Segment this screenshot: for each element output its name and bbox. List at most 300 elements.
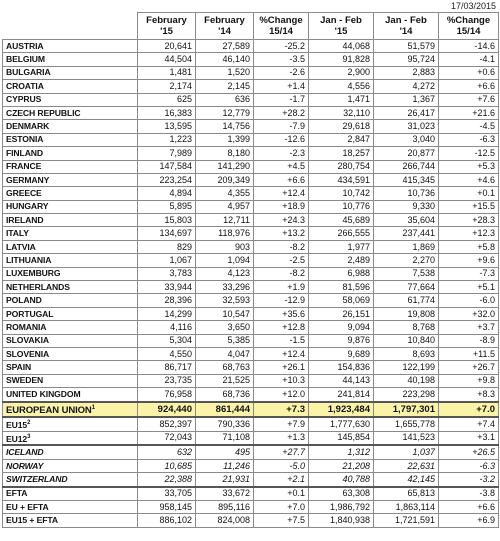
table-cell: 1,094	[196, 254, 254, 267]
table-row	[3, 53, 499, 66]
table-cell: 27,589	[196, 40, 254, 53]
table-cell: 44,068	[309, 40, 374, 53]
table-cell: 625	[138, 93, 196, 106]
row-label	[3, 227, 138, 240]
row-label-text: PORTUGAL	[6, 308, 54, 319]
table-cell: 1,067	[138, 254, 196, 267]
header-line: '15	[160, 26, 173, 37]
table-cell: -8.9	[439, 334, 499, 347]
table-cell: +27.7	[254, 445, 309, 459]
table-cell: 68,763	[196, 361, 254, 374]
table-cell: +5.8	[439, 240, 499, 253]
report-date: 17/03/2015	[450, 1, 496, 11]
table-cell: +7.0	[439, 402, 499, 417]
row-label-text: SPAIN	[6, 362, 32, 373]
table-cell: 280,754	[309, 160, 374, 173]
table-cell: -12.9	[254, 294, 309, 307]
table-cell: +6.6	[439, 80, 499, 93]
table-cell: +7.3	[254, 402, 309, 417]
table-cell: +5.3	[439, 160, 499, 173]
table-cell: 1,399	[196, 133, 254, 146]
header-line: Jan - Feb	[385, 15, 427, 26]
row-label	[3, 214, 138, 227]
table-cell: 2,883	[374, 66, 439, 79]
table-cell: 2,489	[309, 254, 374, 267]
row-label-text: BULGARIA	[6, 67, 51, 78]
table-cell: +7.0	[254, 500, 309, 513]
table-cell: 141,523	[374, 431, 439, 445]
table-cell: 2,847	[309, 133, 374, 146]
table-cell: 145,854	[309, 431, 374, 445]
table-cell: +12.8	[254, 321, 309, 334]
header-change-feb	[254, 13, 309, 40]
table-cell: 4,116	[138, 321, 196, 334]
row-label-text: SWITZERLAND	[6, 473, 68, 484]
row-label	[3, 307, 138, 320]
table-cell: 81,596	[309, 281, 374, 294]
row-label-text: EUROPEAN UNION	[6, 404, 92, 416]
table-cell: -8.2	[254, 240, 309, 253]
table-cell: 71,108	[196, 431, 254, 445]
table-cell: 824,008	[196, 514, 254, 527]
table-cell: 21,525	[196, 374, 254, 387]
table-cell: -12.6	[254, 133, 309, 146]
header-line: %Change	[259, 15, 303, 26]
table-row	[3, 267, 499, 280]
table-row	[3, 214, 499, 227]
table-cell: 32,593	[196, 294, 254, 307]
table-cell: +7.5	[254, 514, 309, 527]
table-row	[3, 294, 499, 307]
row-label-text: AUSTRIA	[6, 40, 44, 51]
table-cell: 1,777,630	[309, 417, 374, 431]
table-cell: 154,836	[309, 361, 374, 374]
table-cell: 86,717	[138, 361, 196, 374]
table-row	[3, 173, 499, 186]
row-label-text: EU12	[6, 433, 28, 444]
table-row	[3, 514, 499, 527]
table-cell: -7.9	[254, 120, 309, 133]
table-cell: 134,697	[138, 227, 196, 240]
registrations-table	[2, 12, 499, 528]
table-cell: +2.1	[254, 473, 309, 487]
table-cell: 45,689	[309, 214, 374, 227]
footnote-marker: 3	[27, 433, 31, 440]
table-cell: 19,808	[374, 307, 439, 320]
row-label	[3, 402, 138, 417]
row-label	[3, 187, 138, 200]
table-row	[3, 321, 499, 334]
table-cell: +10.3	[254, 374, 309, 387]
table-cell: 7,538	[374, 267, 439, 280]
table-cell: 122,199	[374, 361, 439, 374]
row-label-text: BELGIUM	[6, 54, 45, 65]
table-cell: 58,069	[309, 294, 374, 307]
row-label-text: NETHERLANDS	[6, 281, 70, 292]
table-row	[3, 40, 499, 53]
table-cell: +5.1	[439, 281, 499, 294]
table-cell: +21.6	[439, 106, 499, 119]
row-label	[3, 93, 138, 106]
table-cell: 4,556	[309, 80, 374, 93]
table-cell: 29,618	[309, 120, 374, 133]
table-cell: -6.3	[439, 133, 499, 146]
table-cell: 209,349	[196, 173, 254, 186]
table-cell: 18,257	[309, 147, 374, 160]
table-cell: 14,756	[196, 120, 254, 133]
header-line: '14	[218, 26, 231, 37]
table-cell: 11,246	[196, 459, 254, 472]
table-cell: +24.3	[254, 214, 309, 227]
table-cell: 10,736	[374, 187, 439, 200]
table-row	[3, 374, 499, 387]
table-cell: 958,145	[138, 500, 196, 513]
row-label-text: IRELAND	[6, 214, 44, 225]
table-row	[3, 227, 499, 240]
table-cell: 28,396	[138, 294, 196, 307]
table-cell: +4.6	[439, 173, 499, 186]
table-cell: 1,863,114	[374, 500, 439, 513]
row-label	[3, 200, 138, 213]
row-label	[3, 361, 138, 374]
table-cell: 31,023	[374, 120, 439, 133]
table-cell: +1.4	[254, 80, 309, 93]
table-cell: -25.2	[254, 40, 309, 53]
table-cell: 4,957	[196, 200, 254, 213]
table-cell: 241,814	[309, 388, 374, 402]
row-label	[3, 294, 138, 307]
table-cell: 40,198	[374, 374, 439, 387]
table-cell: +26.5	[439, 445, 499, 459]
row-label-text: CZECH REPUBLIC	[6, 107, 81, 118]
table-cell: 829	[138, 240, 196, 253]
table-cell: 21,931	[196, 473, 254, 487]
table-cell: +7.9	[254, 417, 309, 431]
table-cell: +13.2	[254, 227, 309, 240]
row-label	[3, 53, 138, 66]
table-cell: 35,604	[374, 214, 439, 227]
row-label-text: FRANCE	[6, 161, 42, 172]
table-cell: 223,254	[138, 173, 196, 186]
row-label	[3, 40, 138, 53]
table-cell: -3.5	[254, 53, 309, 66]
table-cell: 10,840	[374, 334, 439, 347]
row-label	[3, 240, 138, 253]
table-cell: 1,797,301	[374, 402, 439, 417]
table-cell: +11.5	[439, 347, 499, 360]
header-feb-14	[196, 13, 254, 40]
table-cell: 1,481	[138, 66, 196, 79]
header-line: 15/14	[456, 26, 481, 37]
table-row	[3, 93, 499, 106]
table-row	[3, 160, 499, 173]
table-cell: -6.3	[439, 459, 499, 472]
row-label-text: UNITED KINGDOM	[6, 388, 81, 399]
table-cell: 1,840,938	[309, 514, 374, 527]
table-cell: +6.9	[439, 514, 499, 527]
table-cell: 4,272	[374, 80, 439, 93]
row-label	[3, 459, 138, 472]
table-cell: 1,923,484	[309, 402, 374, 417]
footnote-marker: 1	[91, 404, 95, 411]
header-line: February	[204, 15, 245, 26]
table-row	[3, 445, 499, 459]
row-label-text: GERMANY	[6, 174, 50, 185]
table-cell: 33,705	[138, 487, 196, 501]
table-cell: +12.3	[439, 227, 499, 240]
row-label-text: SWEDEN	[6, 375, 44, 386]
table-cell: 44,504	[138, 53, 196, 66]
table-cell: +35.6	[254, 307, 309, 320]
table-cell: 1,977	[309, 240, 374, 253]
table-cell: +3.7	[439, 321, 499, 334]
table-cell: 15,803	[138, 214, 196, 227]
row-label-text: ICELAND	[6, 447, 44, 458]
row-label	[3, 473, 138, 487]
table-cell: -7.3	[439, 267, 499, 280]
table-cell: 10,547	[196, 307, 254, 320]
table-cell: +28.2	[254, 106, 309, 119]
table-cell: 20,877	[374, 147, 439, 160]
table-cell: 33,944	[138, 281, 196, 294]
header-janfeb-14	[374, 13, 439, 40]
row-label	[3, 281, 138, 294]
table-cell: 495	[196, 445, 254, 459]
footnote-marker: 2	[27, 419, 31, 426]
table-cell: -2.5	[254, 254, 309, 267]
table-cell: 8,693	[374, 347, 439, 360]
table-cell: +7.6	[439, 93, 499, 106]
table-cell: 33,672	[196, 487, 254, 501]
table-cell: -4.5	[439, 120, 499, 133]
row-label-text: EU + EFTA	[6, 501, 49, 512]
row-label	[3, 147, 138, 160]
table-cell: 4,047	[196, 347, 254, 360]
table-cell: 118,976	[196, 227, 254, 240]
table-cell: -8.2	[254, 267, 309, 280]
row-label	[3, 80, 138, 93]
table-cell: 5,895	[138, 200, 196, 213]
row-label	[3, 254, 138, 267]
table-row	[3, 120, 499, 133]
table-cell: 415,345	[374, 173, 439, 186]
table-row	[3, 459, 499, 472]
table-row	[3, 402, 499, 417]
table-cell: -12.5	[439, 147, 499, 160]
row-label	[3, 417, 138, 431]
row-label-text: EU15	[6, 419, 28, 430]
table-row	[3, 431, 499, 445]
table-cell: 10,742	[309, 187, 374, 200]
header-line: 15/14	[269, 26, 293, 37]
table-row	[3, 487, 499, 501]
table-cell: +28.3	[439, 214, 499, 227]
table-cell: +12.4	[254, 187, 309, 200]
table-row	[3, 307, 499, 320]
row-label	[3, 487, 138, 501]
row-label	[3, 66, 138, 79]
table-cell: +12.0	[254, 388, 309, 402]
table-row	[3, 133, 499, 146]
table-cell: +32.0	[439, 307, 499, 320]
table-cell: -4.1	[439, 53, 499, 66]
row-label	[3, 445, 138, 459]
table-cell: 3,650	[196, 321, 254, 334]
table-row	[3, 106, 499, 119]
table-cell: 266,744	[374, 160, 439, 173]
table-cell: 3,783	[138, 267, 196, 280]
table-cell: 9,330	[374, 200, 439, 213]
table-cell: 1,986,792	[309, 500, 374, 513]
table-cell: 33,296	[196, 281, 254, 294]
table-cell: 68,736	[196, 388, 254, 402]
header-line: '15	[334, 26, 348, 37]
table-cell: 10,776	[309, 200, 374, 213]
table-cell: 1,223	[138, 133, 196, 146]
table-cell: -1.5	[254, 334, 309, 347]
row-label-text: POLAND	[6, 295, 42, 306]
table-cell: 12,779	[196, 106, 254, 119]
table-cell: -14.6	[439, 40, 499, 53]
table-cell: 903	[196, 240, 254, 253]
row-label-text: LATVIA	[6, 241, 36, 252]
header-change-janfeb	[439, 13, 499, 40]
table-cell: +6.6	[439, 500, 499, 513]
table-cell: +1.9	[254, 281, 309, 294]
row-label-text: SLOVAKIA	[6, 335, 49, 346]
row-label-text: GREECE	[6, 187, 42, 198]
header-line: February	[146, 15, 187, 26]
table-row	[3, 66, 499, 79]
table-cell: +15.5	[439, 200, 499, 213]
table-cell: 22,631	[374, 459, 439, 472]
table-row	[3, 254, 499, 267]
header-line: '14	[399, 26, 413, 37]
table-row	[3, 80, 499, 93]
table-cell: 9,689	[309, 347, 374, 360]
row-label-text: LITHUANIA	[6, 254, 52, 265]
table-cell: +8.3	[439, 388, 499, 402]
table-cell: -5.0	[254, 459, 309, 472]
table-cell: 61,774	[374, 294, 439, 307]
table-cell: +12.4	[254, 347, 309, 360]
table-cell: 8,768	[374, 321, 439, 334]
table-cell: -1.7	[254, 93, 309, 106]
header-feb-15	[138, 13, 196, 40]
row-label-text: DENMARK	[6, 121, 50, 132]
table-cell: 72,043	[138, 431, 196, 445]
table-cell: 4,355	[196, 187, 254, 200]
table-cell: +0.6	[439, 66, 499, 79]
table-body	[3, 40, 499, 528]
row-label-text: HUNGARY	[6, 201, 49, 212]
row-label	[3, 133, 138, 146]
table-cell: +6.6	[254, 173, 309, 186]
table-cell: +26.7	[439, 361, 499, 374]
table-cell: 636	[196, 93, 254, 106]
table-cell: 2,270	[374, 254, 439, 267]
table-cell: 32,110	[309, 106, 374, 119]
row-label	[3, 160, 138, 173]
table-cell: +0.1	[439, 187, 499, 200]
row-label-text: EFTA	[6, 488, 28, 499]
table-cell: 1,869	[374, 240, 439, 253]
row-label-text: EU15 + EFTA	[6, 515, 58, 526]
table-row	[3, 334, 499, 347]
table-cell: 46,140	[196, 53, 254, 66]
table-cell: 1,655,778	[374, 417, 439, 431]
table-cell: -3.2	[439, 473, 499, 487]
table-cell: 1,721,591	[374, 514, 439, 527]
table-cell: 95,724	[374, 53, 439, 66]
table-cell: 51,579	[374, 40, 439, 53]
table-cell: 1,367	[374, 93, 439, 106]
table-cell: 266,555	[309, 227, 374, 240]
table-row	[3, 388, 499, 402]
row-label-text: CYPRUS	[6, 94, 42, 105]
row-label	[3, 267, 138, 280]
table-cell: 12,711	[196, 214, 254, 227]
table-cell: +26.1	[254, 361, 309, 374]
table-cell: 2,174	[138, 80, 196, 93]
table-cell: 9,094	[309, 321, 374, 334]
table-cell: 434,591	[309, 173, 374, 186]
table-row	[3, 347, 499, 360]
table-cell: +9.8	[439, 374, 499, 387]
table-cell: 895,116	[196, 500, 254, 513]
table-row	[3, 187, 499, 200]
table-cell: 886,102	[138, 514, 196, 527]
table-cell: -2.3	[254, 147, 309, 160]
table-cell: +18.9	[254, 200, 309, 213]
table-cell: 141,290	[196, 160, 254, 173]
table-cell: -6.0	[439, 294, 499, 307]
row-label	[3, 120, 138, 133]
table-cell: 4,550	[138, 347, 196, 360]
table-cell: 2,900	[309, 66, 374, 79]
table-cell: 852,397	[138, 417, 196, 431]
table-cell: 861,444	[196, 402, 254, 417]
table-cell: 147,584	[138, 160, 196, 173]
table-cell: +0.1	[254, 487, 309, 501]
header-corner	[3, 13, 138, 40]
table-cell: 40,788	[309, 473, 374, 487]
table-cell: 1,037	[374, 445, 439, 459]
table-cell: +1.3	[254, 431, 309, 445]
row-label-text: FINLAND	[6, 147, 44, 158]
row-label	[3, 514, 138, 527]
row-label	[3, 388, 138, 402]
table-cell: 4,123	[196, 267, 254, 280]
table-cell: +3.1	[439, 431, 499, 445]
table-cell: 5,304	[138, 334, 196, 347]
row-label-text: SLOVENIA	[6, 348, 50, 359]
row-label-text: LUXEMBURG	[6, 268, 61, 279]
table-cell: 790,336	[196, 417, 254, 431]
table-cell: 20,641	[138, 40, 196, 53]
table-cell: 91,828	[309, 53, 374, 66]
table-cell: 4,894	[138, 187, 196, 200]
table-row	[3, 200, 499, 213]
table-cell: 9,876	[309, 334, 374, 347]
table-cell: 8,180	[196, 147, 254, 160]
table-cell: 924,440	[138, 402, 196, 417]
table-cell: 77,664	[374, 281, 439, 294]
row-label	[3, 431, 138, 445]
table-row	[3, 417, 499, 431]
table-cell: 65,813	[374, 487, 439, 501]
row-label	[3, 500, 138, 513]
